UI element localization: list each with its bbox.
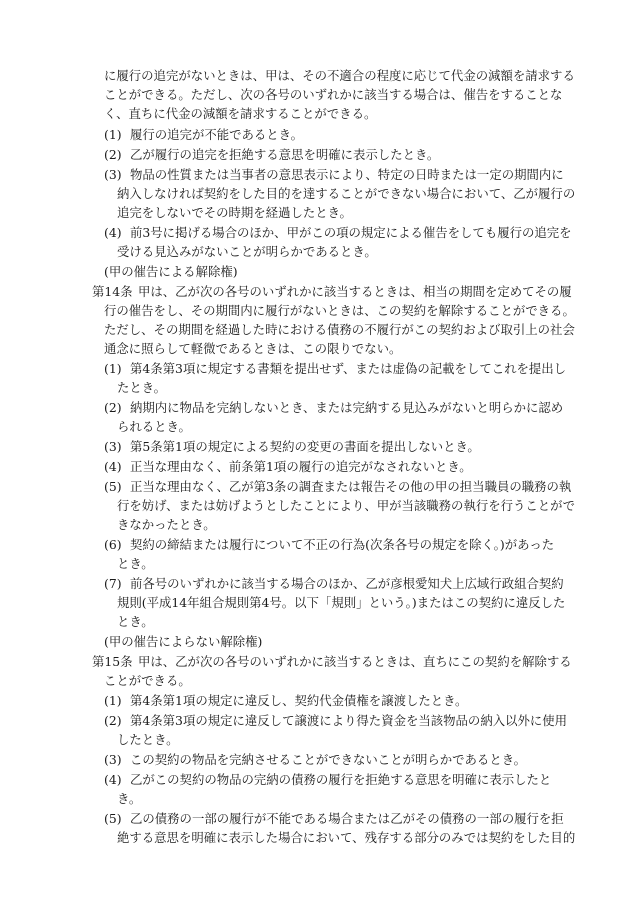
item-number: (2)	[104, 147, 122, 162]
line-text: 行を妨げ、または妨げようとしたことにより、甲が当該職務の執行を行うことがで	[117, 498, 575, 513]
line-text: 行の催告をし、その期間内に履行がないときは、この契約を解除することができる。	[104, 303, 575, 318]
line-text: 受ける見込みがないことが明らかであるとき。	[117, 244, 377, 259]
line-text: 甲は、乙が次の各号のいずれかに該当するときは、相当の期間を定めてその履	[138, 284, 572, 299]
line-text: 履行の追完が不能であるとき。	[130, 127, 303, 142]
item-number: (5)	[104, 479, 122, 494]
line-text: (甲の催告による解除権)	[104, 264, 238, 279]
line-text: 乙の債務の一部の履行が不能である場合または乙がその債務の一部の履行を拒	[130, 811, 564, 826]
line-text: 前各号のいずれかに該当する場合のほか、乙が彦根愛知犬上広域行政組合契約	[130, 576, 564, 591]
line-text: 契約の締結または履行について不正の行為(次条各号の規定を除く。)があった	[130, 537, 555, 552]
line-text: (甲の催告によらない解除権)	[104, 634, 263, 649]
line-text: き。	[117, 791, 142, 806]
item-number: (4)	[104, 459, 122, 474]
line-text: 第4条第3項の規定に違反して譲渡により得た資金を当該物品の納入以外に使用	[130, 713, 568, 728]
item-number: (1)	[104, 127, 122, 142]
line-text: 正当な理由なく、乙が第3条の調査または報告その他の甲の担当職員の職務の執	[130, 479, 572, 494]
article-number: 第15条	[92, 654, 133, 669]
item-number: (4)	[104, 772, 122, 787]
line-text: 第5条第1項の規定による契約の変更の書面を提出しないとき。	[130, 439, 480, 454]
line-text: したとき。	[117, 732, 179, 747]
line-text: きなかったとき。	[117, 517, 216, 532]
line-text: られるとき。	[117, 419, 191, 434]
line-text: 第4条第3項に規定する書類を提出せず、または虚偽の記載をしてこれを提出し	[130, 361, 567, 376]
item-number: (6)	[104, 537, 122, 552]
item-number: (3)	[104, 167, 122, 182]
line-text: 納入しなければ契約をした目的を達することができない場合において、乙が履行の	[117, 186, 576, 201]
line-text: 前3号に掲げる場合のほか、甲がこの項の規定による催告をしても履行の追完を	[130, 225, 572, 240]
line-text: 追完をしないでその時期を経過したとき。	[117, 205, 352, 220]
item-number: (4)	[104, 225, 122, 240]
line-text: く、直ちに代金の減額を請求することができる。	[104, 106, 377, 121]
line-text: ただし、その期間を経過した時における債務の不履行がこの契約および取引上の社会	[104, 322, 575, 337]
item-number: (3)	[104, 439, 122, 454]
item-number: (1)	[104, 361, 122, 376]
item-number: (1)	[104, 693, 122, 708]
line-text: 第4条第1項の規定に違反し、契約代金債権を譲渡したとき。	[130, 693, 468, 708]
line-text: 通念に照らして軽微であるときは、この限りでない。	[104, 341, 402, 356]
item-number: (2)	[104, 713, 122, 728]
line-text: ことができる。	[104, 673, 191, 688]
line-text: たとき。	[117, 380, 167, 395]
line-text: 規則(平成14年組合規則第4号。以下「規則」という。)またはこの契約に違反した	[117, 595, 566, 610]
line-text: とき。	[117, 614, 154, 629]
line-text: 物品の性質または当事者の意思表示により、特定の日時または一定の期間内に	[130, 167, 564, 182]
item-number: (7)	[104, 576, 122, 591]
article-number: 第14条	[92, 284, 133, 299]
line-text: 甲は、乙が次の各号のいずれかに該当するときは、直ちにこの契約を解除する	[138, 654, 572, 669]
line-text: に履行の追完がないときは、甲は、その不適合の程度に応じて代金の減額を請求する	[104, 68, 575, 83]
item-number: (3)	[104, 752, 122, 767]
line-text: この契約の物品を完納させることができないことが明らかであるとき。	[130, 752, 527, 767]
item-number: (2)	[104, 400, 122, 415]
line-text: 乙が履行の追完を拒絶する意思を明確に表示したとき。	[130, 147, 440, 162]
line-text: ことができる。ただし、次の各号のいずれかに該当する場合は、催告をすることな	[104, 87, 563, 102]
line-text: 乙がこの契約の物品の完納の債務の履行を拒絶する意思を明確に表示したと	[130, 772, 552, 787]
line-text: とき。	[117, 556, 154, 571]
line-text: 絶する意思を明確に表示した場合において、残存する部分のみでは契約をした目的	[117, 830, 576, 845]
item-number: (5)	[104, 811, 122, 826]
line-text: 納期内に物品を完納しないとき、または完納する見込みがないと明らかに認め	[130, 400, 564, 415]
line-text: 正当な理由なく、前条第1項の履行の追完がなされないとき。	[130, 459, 472, 474]
